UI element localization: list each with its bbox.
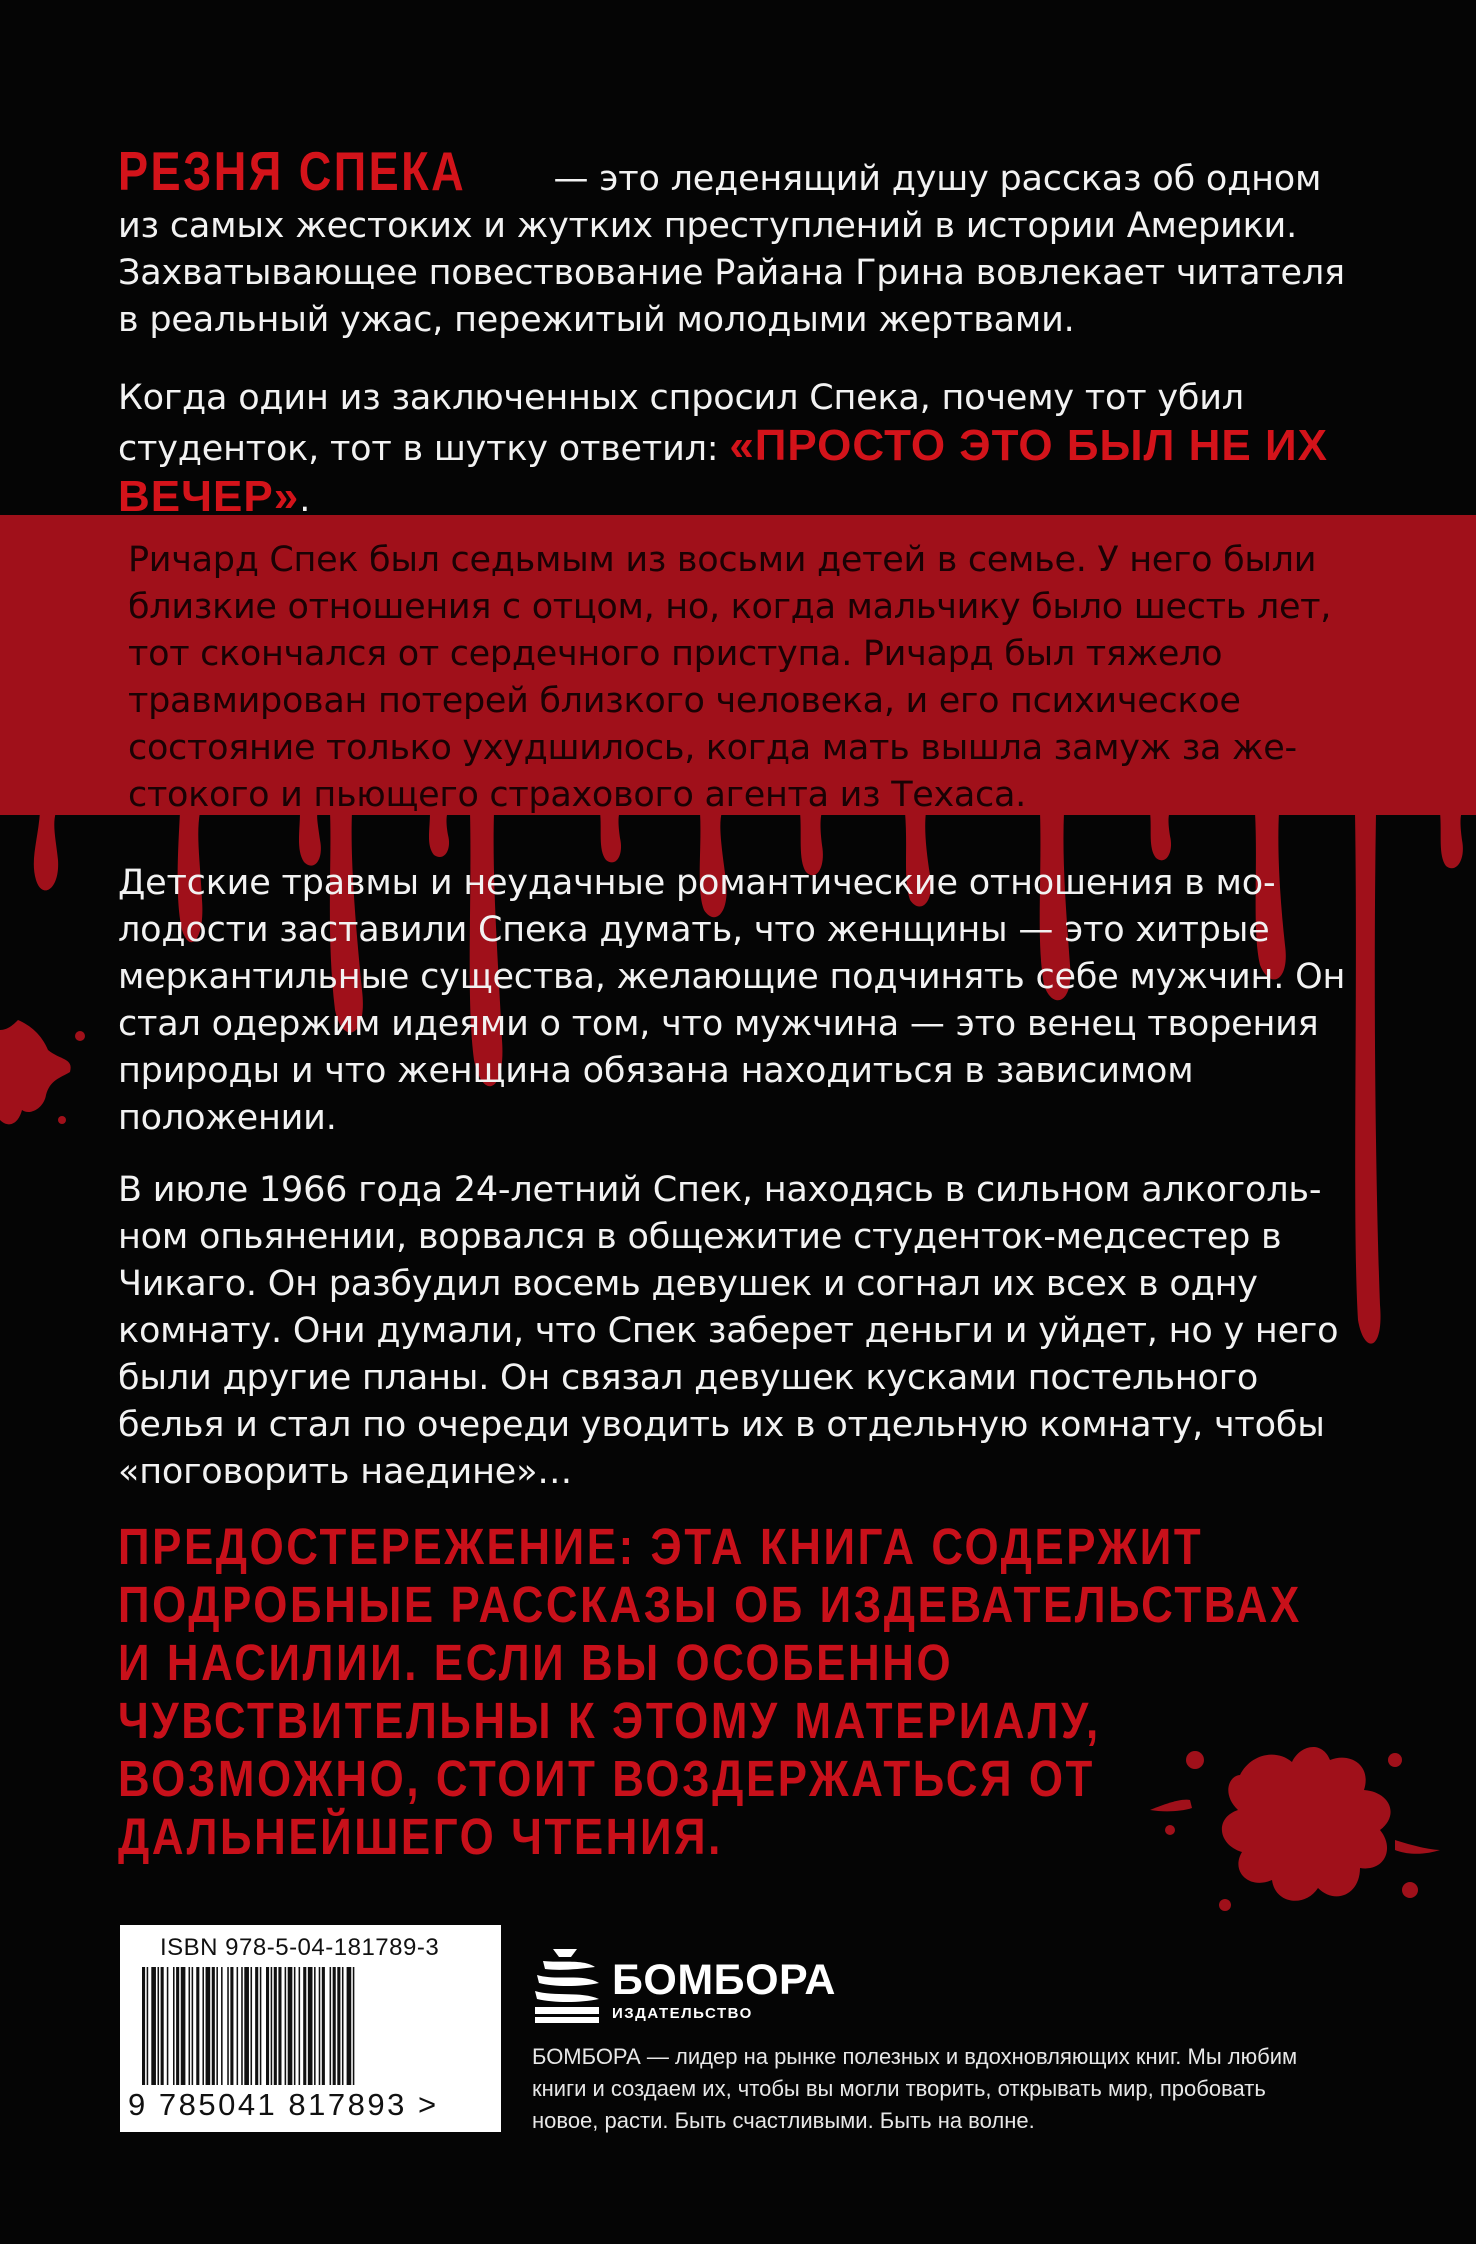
anecdote-end: . (299, 480, 311, 520)
barcode-box (120, 1925, 501, 2132)
barcode-number: 9 785041 817893 > (128, 2087, 439, 2122)
publisher-name: БОМБОРА (612, 1956, 836, 2004)
publisher-about: БОМБОРА — лидер на рынке полезных и вдохновляющих книг. Мы любим книги и создаем их, чтобы вы могли творить, открывать мир, пробовать новое, расти. Быть счастливыми. Быть на волне. (532, 2044, 1298, 2133)
crime-paragraph: В июле 1966 года 24-летний Спек, находясь в сильном алкогольном опьянении, ворвался в общежитие студенток-медсестер в Чикаго. Он разбудил восемь девушек и согнал их всех в одну комнату. Они думали, что Спек заберет деньги и уйдет, но у него были другие планы. Он связал девушек кусками постельного белья и стал по очереди уводить их в отдельную комнату, чтобы «поговорить наедине»… (118, 1170, 1339, 1492)
barcode-bars (142, 1967, 482, 2085)
band-paragraph: Ричард Спек был седьмым из восьми детей в семье. У него были близкие отношения с отцом, но, когда мальчику было шесть лет, тот скончался от сердечного приступа. Ричард был тяжело травмирован потерей близкого человека, и его психическое состояние только ухудшилось, когда мать вышла замуж за жестокого и пьющего страхового агента из Техаса. (128, 540, 1332, 815)
book-title: РЕЗНЯ СПЕКА (118, 140, 467, 202)
intro-lead: — это леденящий душу рассказ об одном из самых жестоких и жутких преступлений в истории Америки. Захватывающее повествование Райана Грина вовлекает читателя в реальный ужас, пережитый молодыми жертвами. (118, 159, 1345, 340)
content-warning: ПРЕДОСТЕРЕЖЕНИЕ: ЭТА КНИГА СОДЕРЖИТ ПОДРОБНЫЕ РАССКАЗЫ ОБ ИЗДЕВАТЕЛЬСТВАХ И НАСИЛИИ. ЕСЛИ ВЫ ОСОБЕННО ЧУВСТВИТЕЛЬНЫ К ЭТОМУ МАТЕРИАЛУ, ВОЗМОЖНО, СТОИТ ВОЗДЕРЖАТЬСЯ ОТ ДАЛЬНЕЙШЕГО ЧТЕНИЯ. (118, 1518, 1302, 1865)
bombora-logo-icon (533, 1945, 603, 2025)
anecdote-paragraph (118, 375, 1358, 524)
isbn-label: ISBN 978-5-04-181789-3 (160, 1934, 440, 1961)
speck-quote: «ПРОСТО ЭТО БЫЛ НЕ ИХ ВЕЧЕР» (118, 421, 1328, 521)
publisher-imprint: ИЗДАТЕЛЬСТВО (612, 2005, 753, 2022)
anecdote-text: Когда один из заключенных спросил Спека, почему тот убил студенток, тот в шутку ответил: (118, 378, 1244, 469)
trauma-paragraph: Детские травмы и неудачные романтические отношения в молодости заставили Спека думать, что женщины — это хитрые меркантильные существа, желающие подчинять себе мужчин. Он стал одержим идеями о том, что мужчина — это венец творения природы и что женщина обязана находиться в зависимом положении. (118, 863, 1346, 1138)
intro-paragraph (118, 140, 1358, 344)
